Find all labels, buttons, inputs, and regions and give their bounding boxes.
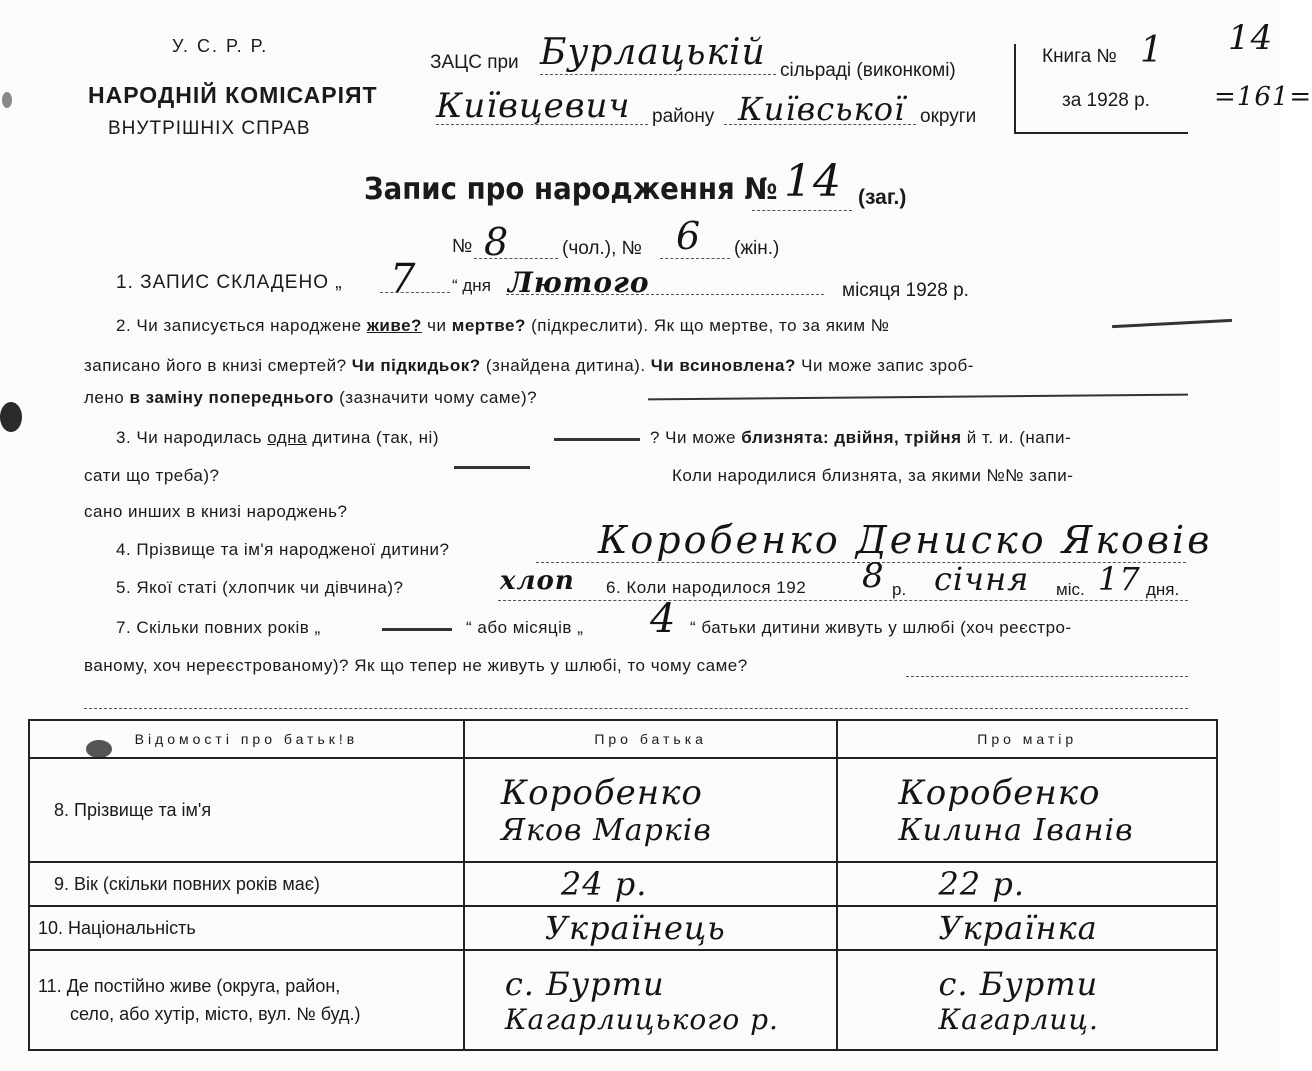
q2-part: (знайдена дитина).: [485, 356, 646, 375]
ink-stain: [0, 402, 22, 432]
margin-note: 14: [1228, 18, 1274, 58]
no-label: №: [452, 236, 473, 257]
district-handwritten: Київцевич: [436, 86, 631, 126]
q6-r: р.: [892, 580, 907, 599]
q2-part: записано його в книзі смертей?: [84, 356, 347, 375]
q2-text-3: [84, 388, 537, 408]
q3-one: одна: [267, 428, 308, 447]
male-label: (чол.), №: [562, 238, 643, 259]
header-mother: Про матір: [837, 720, 1217, 758]
fill-line: [498, 600, 1188, 601]
q3-part: 3. Чи народилась: [116, 428, 262, 447]
q5-sex-handwritten: хлоп: [500, 566, 575, 596]
mother-age: 22 р.: [837, 862, 1217, 906]
mother-given-name: Килина Іванів: [898, 812, 1134, 848]
q2-alive: живе?: [366, 316, 422, 335]
header-father: Про батька: [464, 720, 838, 758]
row-label-line: село, або хутір, місто, вул. № буд.): [70, 1004, 361, 1024]
row-label-line: 11. Де постійно живе (округа, район,: [38, 976, 341, 996]
commissariat-title: НАРОДНІЙ КОМІСАРІЯТ: [88, 82, 378, 108]
q3-text-b: [650, 428, 1071, 448]
fill-line: [506, 294, 824, 295]
general-label: (заг.): [858, 186, 907, 209]
fill-line: [906, 676, 1188, 677]
row-label: [29, 950, 464, 1050]
parents-table: [28, 719, 1218, 1051]
dash-mark: [454, 466, 530, 469]
table-row: [29, 758, 1217, 862]
q2-part: лено: [84, 388, 125, 407]
q3-part: дитина (так, ні): [312, 428, 439, 447]
fill-line: [380, 292, 450, 293]
father-age: 24 р.: [464, 862, 838, 906]
okruga-handwritten: Київської: [738, 90, 906, 128]
father-given-name: Яков Марків: [500, 812, 712, 848]
table-row: [29, 862, 1217, 906]
fill-line: [536, 562, 1186, 563]
q3-text-3: Коли народилися близнята, за якими №№ запи-: [672, 466, 1074, 485]
q3-text-2: сати що треба)?: [84, 466, 220, 485]
book-number-handwritten: 1: [1140, 30, 1164, 71]
q2-text: [116, 316, 890, 336]
q3-twins: близнята: двійня, трійня: [741, 428, 962, 447]
q2-dead: мертве?: [451, 316, 526, 335]
record-title: Запис про народження №: [364, 172, 778, 207]
fill-line: [660, 258, 730, 259]
fill-line: [752, 210, 852, 211]
dash-mark: [382, 628, 452, 631]
q6-month-handwritten: січня: [934, 560, 1030, 598]
father-name-cell: [464, 758, 838, 862]
q4-label: 4. Прізвище та ім'я народженої дитини?: [116, 540, 450, 559]
q1-day-label: “ дня: [452, 276, 491, 295]
father-district: Кагарлицького р.: [504, 1002, 779, 1036]
q7-text-b: “ або місяців „: [466, 618, 584, 637]
book-label: Книга №: [1042, 46, 1117, 67]
zags-place-handwritten: Бурлацькій: [540, 32, 766, 73]
header-info: Відомості про батьк!в: [29, 720, 464, 758]
q7-text: 7. Скільки повних років „: [116, 618, 321, 637]
q1-month-handwritten: Лютого: [508, 266, 650, 299]
father-surname: Коробенко: [500, 772, 703, 813]
commissariat-subtitle: ВНУТРІШНІХ СПРАВ: [108, 118, 311, 139]
ink-stain: [2, 92, 12, 108]
q4-child-name-handwritten: Коробенко Дениско Яковів: [598, 518, 1213, 562]
record-number-handwritten: 14: [784, 156, 842, 207]
q3-part: ? Чи може: [650, 428, 737, 447]
table-row: [29, 950, 1217, 1050]
q5-label: 5. Якої статі (хлопчик чи дівчина)?: [116, 578, 404, 597]
zags-prefix: ЗАЦС при: [430, 52, 519, 73]
table-header-row: [29, 720, 1217, 758]
q2-part: (підкреслити). Як що мертве, то за яким №: [531, 316, 890, 335]
q7-text-c: “ батьки дитини живуть у шлюбі (хоч реєстро-: [690, 618, 1072, 637]
q6-day-handwritten: 17: [1098, 560, 1141, 598]
q2-part: 2. Чи записується народжене: [116, 316, 362, 335]
q7-text-d: ваному, хоч нереєстрованому)? Як що тепер не живуть у шлюбі, то чому саме?: [84, 656, 748, 675]
row-label: 10. Національність: [29, 906, 464, 950]
q3-text-4: сано инших в книзі народжень?: [84, 502, 348, 521]
mother-district: Кагарлиц.: [938, 1002, 1099, 1036]
q2-text-2: [84, 356, 974, 376]
q1-label: 1. ЗАПИС СКЛАДЕНО „: [116, 272, 343, 293]
book-year: за 1928 р.: [1062, 90, 1150, 111]
q2-part: чи: [427, 316, 447, 335]
q1-tail: місяця 1928 р.: [842, 280, 969, 301]
okruga-label: округи: [920, 106, 977, 127]
dash-mark: [648, 394, 1188, 401]
q2-part: (зазначити чому саме)?: [339, 388, 538, 407]
republic-title: У. С. Р. Р.: [172, 36, 269, 56]
table-row: [29, 906, 1217, 950]
margin-note: =161=: [1214, 82, 1312, 112]
fill-line: [474, 258, 558, 259]
row-label: 9. Вік (скільки повних років має): [29, 862, 464, 906]
fill-line: [84, 708, 1188, 709]
q3-text: [116, 428, 439, 448]
q6-mis: міс.: [1056, 580, 1085, 599]
mother-village: с. Бурти: [938, 964, 1099, 1003]
father-address-cell: [464, 950, 838, 1050]
q6-year-handwritten: 8: [862, 556, 885, 596]
fill-line: [724, 124, 916, 125]
q2-foundling: Чи підкидьок?: [351, 356, 481, 375]
mother-nationality: Українка: [837, 906, 1217, 950]
q2-part: Чи може запис зроб-: [801, 356, 974, 375]
q7-months-handwritten: 4: [650, 596, 677, 642]
district-label: району: [652, 106, 715, 127]
q2-replacement: в заміну попереднього: [129, 388, 334, 407]
father-village: с. Бурти: [504, 964, 665, 1003]
q6-label: 6. Коли народилося 192: [606, 578, 807, 597]
fill-line: [436, 124, 648, 125]
fill-line: [540, 74, 776, 75]
q2-adopted: Чи всиновлена?: [650, 356, 796, 375]
zags-suffix: сільраді (виконкомі): [780, 60, 956, 81]
dash-mark: [1112, 319, 1232, 328]
mother-surname: Коробенко: [898, 772, 1101, 813]
female-label: (жін.): [734, 238, 780, 259]
male-number-handwritten: 8: [484, 220, 510, 264]
dash-mark: [554, 438, 640, 441]
mother-name-cell: [837, 758, 1217, 862]
mother-address-cell: [837, 950, 1217, 1050]
q1-day-handwritten: 7: [390, 256, 417, 302]
q3-part: й т. и. (напи-: [966, 428, 1072, 447]
q6-dnya: дня.: [1146, 580, 1180, 599]
row-label: 8. Прізвище та ім'я: [29, 758, 464, 862]
female-number-handwritten: 6: [676, 214, 702, 258]
father-nationality: Українець: [464, 906, 838, 950]
